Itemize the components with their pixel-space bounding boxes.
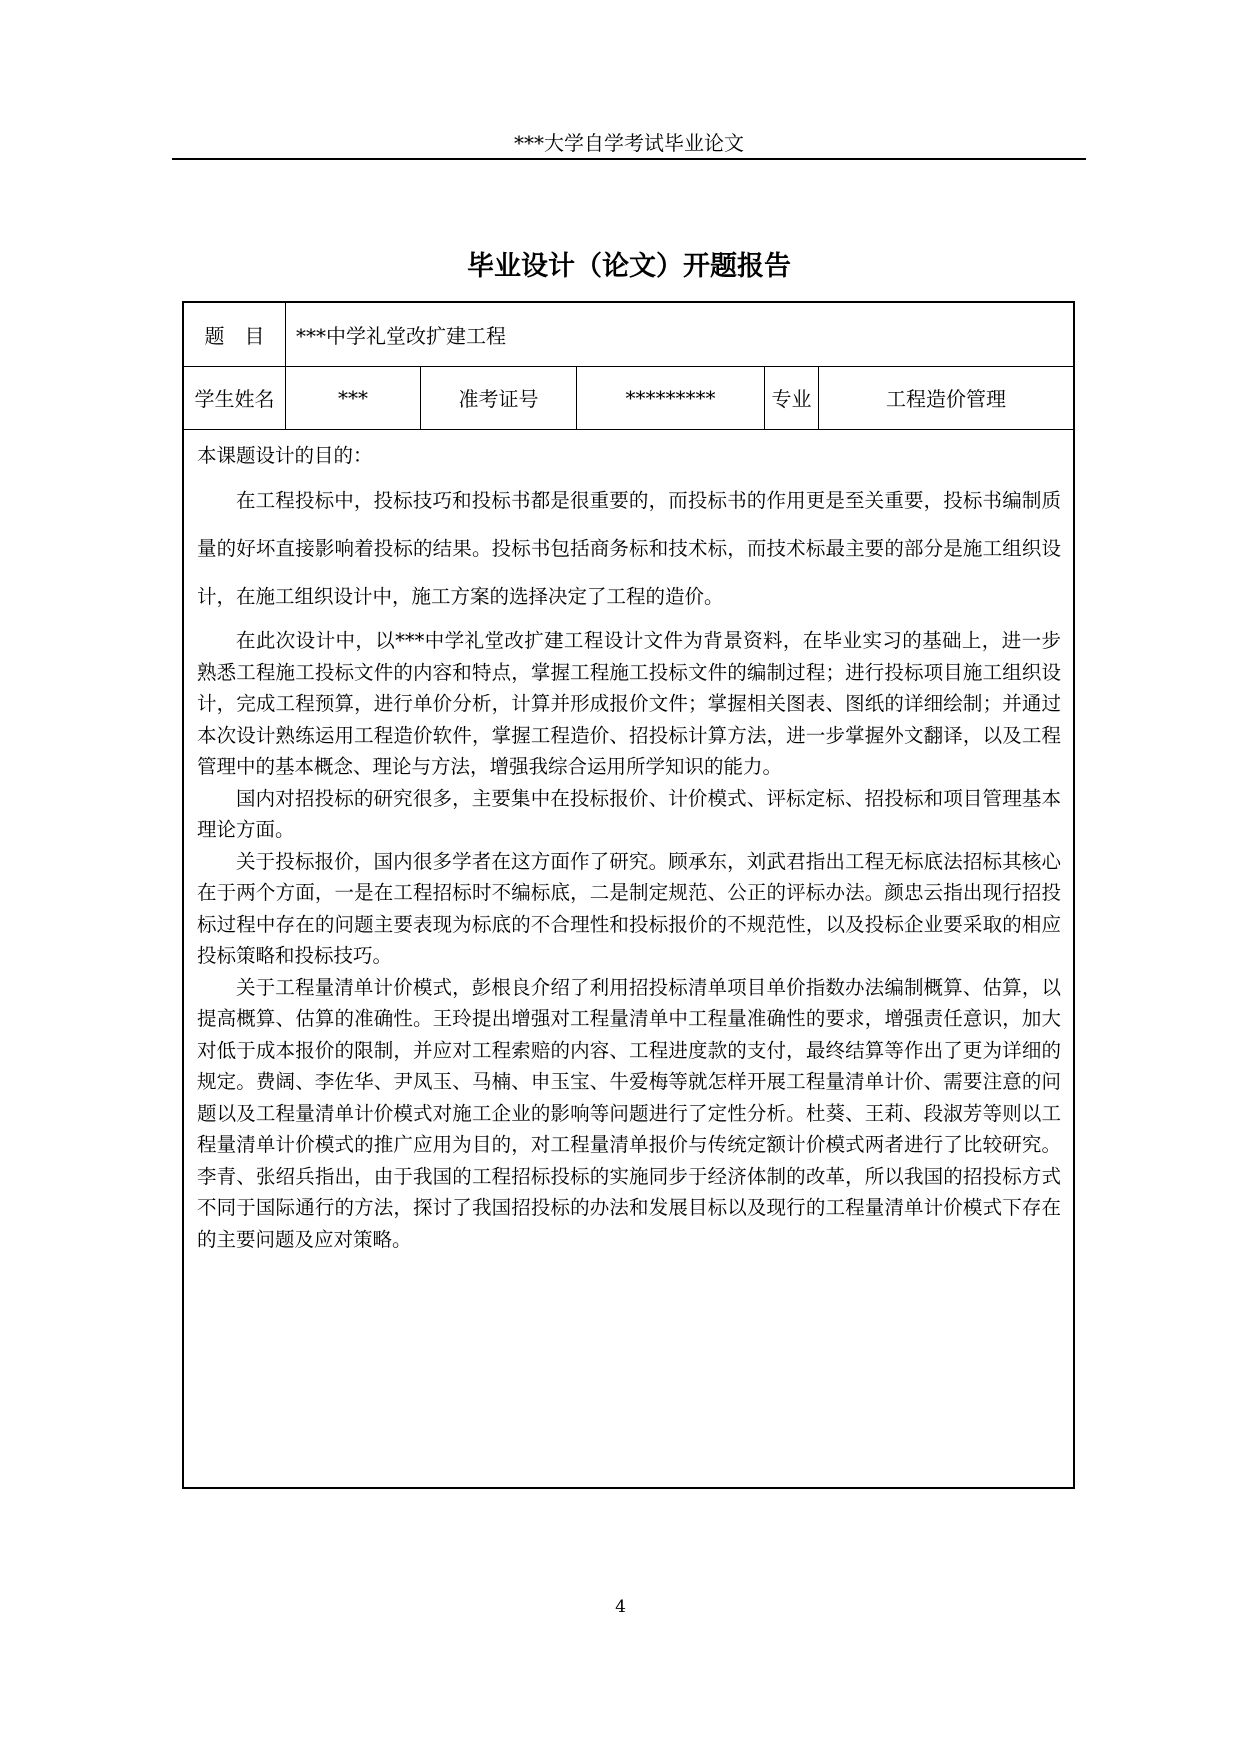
page-number: 4	[615, 1597, 626, 1617]
student-name-value: ***	[285, 366, 420, 429]
purpose-heading: 本课题设计的目的：	[197, 444, 373, 467]
topic-label: 题 目	[204, 324, 265, 348]
header-rule	[172, 158, 1086, 160]
major-value: 工程造价管理	[818, 366, 1073, 429]
major-label: 专业	[764, 366, 818, 429]
purpose-section	[184, 429, 1073, 1487]
body-paragraph: 国内对招投标的研究很多，主要集中在投标报价、计价模式、评标定标、招投标和项目管理基本理论方面。	[197, 786, 1061, 841]
body-paragraph: 在此次设计中，以***中学礼堂改扩建工程设计文件为背景资料，在毕业实习的基础上，进一步熟悉工程施工投标文件的内容和特点，掌握工程施工投标文件的编制过程；进行投标项目施工组织设计，完成工程预算，进行单价分析，计算并形成报价文件；掌握相关图表、图纸的详细绘制；并通过本次设计熟练运用工程造价软件，掌握工程造价、招投标计算方法，进一步掌握外文翻译，以及工程管理中的基本概念、理论与方法，增强我综合运用所学知识的能力。	[197, 629, 1061, 778]
proposal-form	[182, 301, 1075, 1489]
student-info-row	[184, 366, 1073, 430]
topic-row	[184, 303, 1073, 367]
report-title: 毕业设计（论文）开题报告	[467, 251, 791, 282]
topic-value: ***中学礼堂改扩建工程	[285, 303, 1073, 366]
body-paragraph: 在工程投标中，投标技巧和投标书都是很重要的，而投标书的作用更是至关重要，投标书编制质量的好坏直接影响着投标的结果。投标书包括商务标和技术标，而技术标最主要的部分是施工组织设计，在施工组织设计中，施工方案的选择决定了工程的造价。	[197, 489, 1061, 608]
student-name-label: 学生姓名	[194, 387, 275, 411]
running-header: ***大学自学考试毕业论文	[514, 131, 744, 155]
body-paragraph: 关于工程量清单计价模式，彭根良介绍了利用招投标清单项目单价指数办法编制概算、估算，以提高概算、估算的准确性。王玲提出增强对工程量清单中工程量准确性的要求，增强责任意识，加大对低于成本报价的限制，并应对工程索赔的内容、工程进度款的支付，最终结算等作出了更为详细的规定。费阔、李佐华、尹凤玉、马楠、申玉宝、牛爱梅等就怎样开展工程量清单计价、需要注意的问题以及工程量清单计价模式对施工企业的影响等问题进行了定性分析。杜葵、王莉、段淑芳等则以工程量清单计价模式的推广应用为目的，对工程量清单报价与传统定额计价模式两者进行了比较研究。李青、张绍兵指出，由于我国的工程招标投标的实施同步于经济体制的改革，所以我国的招投标方式不同于国际通行的方法，探讨了我国招投标的办法和发展目标以及现行的工程量清单计价模式下存在的主要问题及应对策略。	[197, 975, 1061, 1251]
exam-id-label: 准考证号	[420, 366, 576, 429]
body-paragraph: 关于投标报价，国内很多学者在这方面作了研究。顾承东，刘武君指出工程无标底法招标其核心在于两个方面，一是在工程招标时不编标底，二是制定规范、公正的评标办法。颜忠云指出现行招投标过程中存在的问题主要表现为标底的不合理性和投标报价的不规范性，以及投标企业要采取的相应投标策略和投标技巧。	[197, 849, 1061, 967]
exam-id-value: *********	[576, 366, 764, 429]
